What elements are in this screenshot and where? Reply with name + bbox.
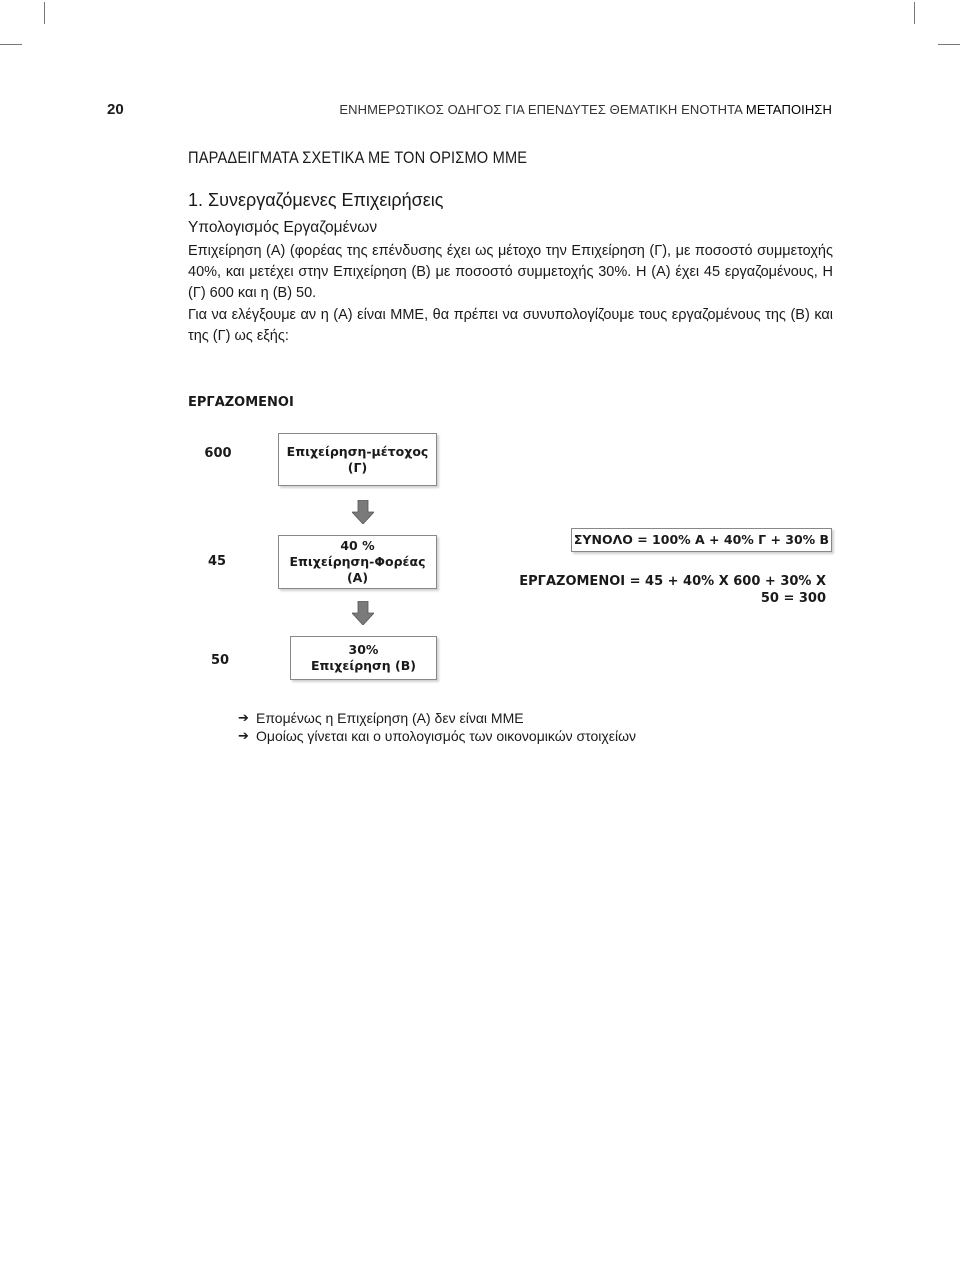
section-title: ΠΑΡΑΔΕΙΓΜΑΤΑ ΣΧΕΤΙΚΑ ΜΕ ΤΟΝ ΟΡΙΣΜΟ ΜΜΕ [188, 148, 528, 167]
calc-line-2: 50 = 300 [760, 591, 826, 606]
crop-mark [938, 44, 960, 45]
page-number: 20 [107, 101, 124, 118]
running-header-strong: ΜΕΤΑΠΟΙΗΣΗ [745, 102, 832, 117]
node-box-g [278, 433, 437, 486]
running-header [339, 102, 832, 117]
right-arrow-icon: ➔ [238, 710, 249, 725]
node-count-a: 45 [207, 554, 227, 569]
node-count-g: 600 [204, 446, 232, 461]
paragraph-intro: Επιχείρηση (Α) (φορέας της επένδυσης έχει ως μέτοχο την Επιχείρηση (Γ), με ποσοστό συμμετοχής 40%, και μετέχει στην Επιχείρηση (Β) με ποσοστό συμμετοχής 30%. Η (Α) έχει 45 εργαζομένους, Η (Γ) 600 και η (Β) 50. [188, 243, 833, 301]
list-item [238, 709, 636, 727]
subsection-title: 1. Συνεργαζόμενες Επιχειρήσεις [188, 190, 444, 210]
paragraph-check: Για να ελέγξουμε αν η (Α) είναι ΜΜΕ, θα πρέπει να συνυπολογίζουμε τους εργαζομένους της (Β) και της (Γ) ως εξής: [188, 307, 833, 344]
list-item-text: Ομοίως γίνεται και ο υπολογισμός των οικονομικών στοιχείων [256, 728, 637, 744]
node-label: Επιχείρηση (Β) [311, 658, 416, 673]
down-arrow-icon [352, 500, 374, 524]
crop-mark [44, 2, 45, 24]
list-item-text: Επομένως η Επιχείρηση (Α) δεν είναι ΜΜΕ [256, 710, 524, 726]
down-arrow-icon [352, 601, 374, 625]
list-item [238, 727, 636, 745]
calc-line-1: ΕΡΓΑΖΟΜΕΝΟΙ = 45 + 40% Χ 600 + 30% Χ [519, 574, 826, 589]
node-label: Επιχείρηση-μέτοχος [286, 443, 429, 459]
node-label: 40 % [340, 538, 375, 553]
crop-mark [914, 2, 915, 24]
right-arrow-icon: ➔ [238, 728, 249, 743]
node-label: Επιχείρηση-Φορέας (Α) [289, 554, 426, 585]
conclusion-list [238, 709, 636, 745]
formula-box: ΣΥΝΟΛΟ = 100% Α + 40% Γ + 30% Β [571, 528, 832, 552]
diagram-title: ΕΡΓΑΖΟΜΕΝΟΙ [188, 395, 294, 410]
node-label: 30% [348, 642, 379, 657]
subsubsection-title: Υπολογισμός Εργαζομένων [188, 219, 378, 236]
running-header-text: ΕΝΗΜΕΡΩΤΙΚΟΣ ΟΔΗΓΟΣ ΓΙΑ ΕΠΕΝΔΥΤΕΣ ΘΕΜΑΤΙΚΗ ΕΝΟΤΗΤΑ [339, 102, 743, 117]
crop-mark [0, 44, 22, 45]
node-box-b [290, 636, 437, 680]
node-count-b: 50 [210, 653, 230, 668]
node-box-a [278, 535, 437, 589]
node-label: (Γ) [347, 459, 368, 475]
